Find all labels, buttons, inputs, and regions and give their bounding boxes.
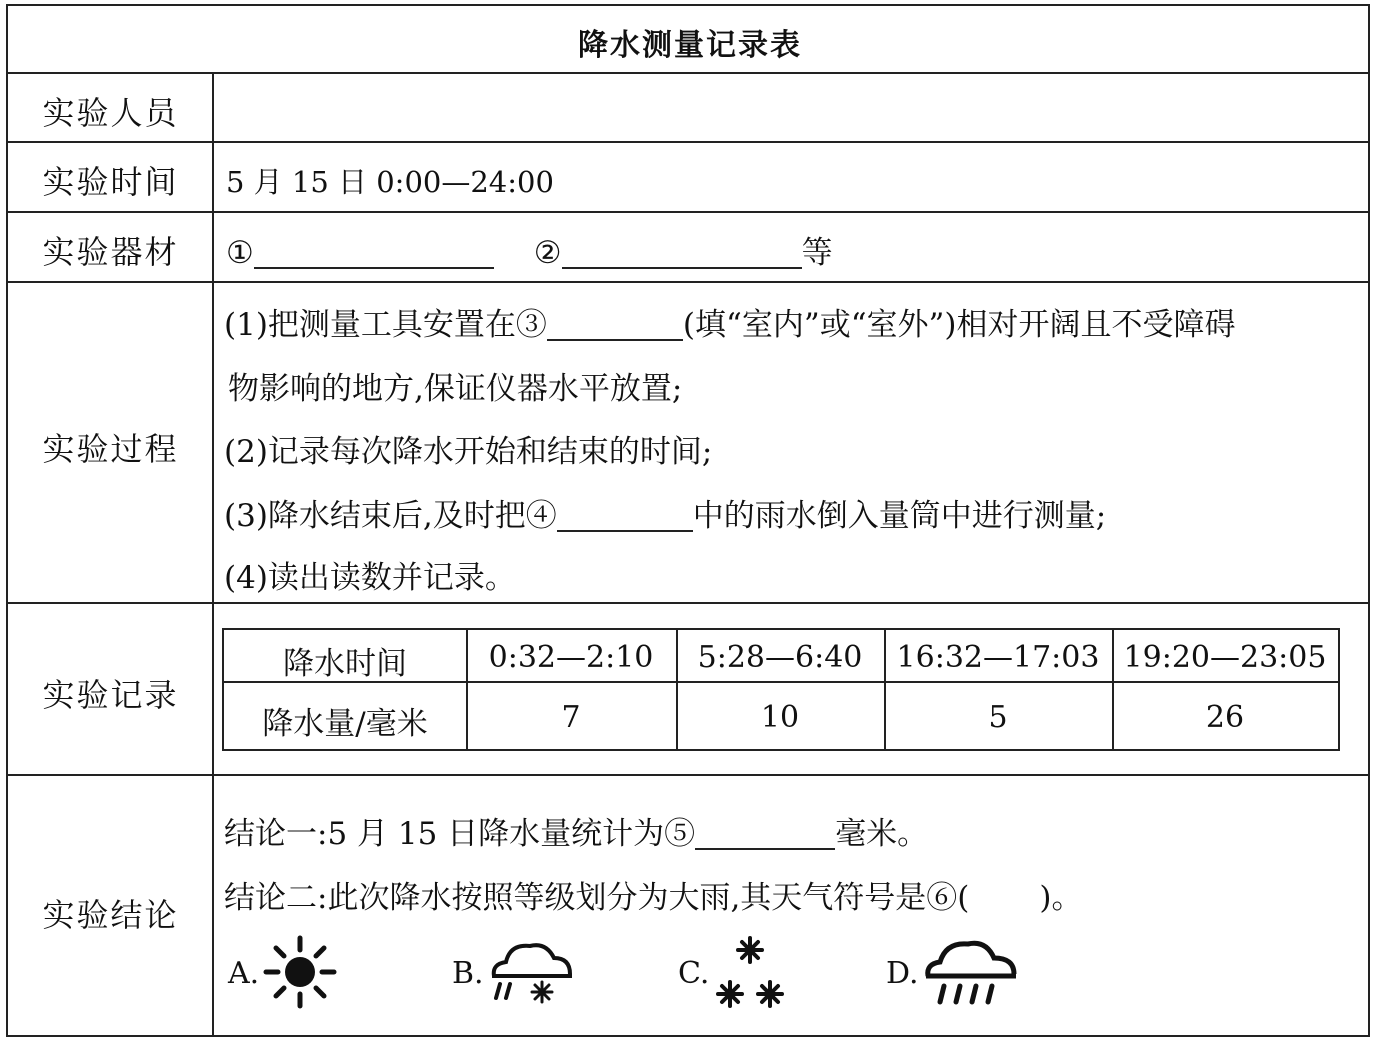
snow-icon bbox=[710, 932, 790, 1012]
conclusion1-prefix: 结论一:5 月 15 日降水量统计为⑤ bbox=[224, 816, 696, 852]
process-step3 bbox=[224, 490, 1106, 535]
label-equipment: 实验器材 bbox=[42, 233, 179, 271]
conclusion-2 bbox=[224, 872, 1083, 917]
value-time: 5 月 15 日 0:00—24:00 bbox=[226, 165, 554, 199]
process-step1-cont: 物影响的地方,保证仪器水平放置; bbox=[228, 371, 683, 407]
option-c-letter[interactable]: C. bbox=[678, 956, 710, 991]
label-conclusion: 实验结论 bbox=[42, 896, 179, 934]
equipment-suffix: 等 bbox=[801, 235, 833, 271]
sun-icon bbox=[262, 934, 338, 1010]
conclusion1-suffix: 毫米。 bbox=[835, 816, 929, 852]
amount-cell: 5 bbox=[988, 700, 1008, 735]
amount-cell: 7 bbox=[561, 700, 581, 735]
sleet-icon bbox=[486, 936, 576, 1008]
amount-cell: 10 bbox=[760, 700, 800, 735]
process-step4: (4)读出读数并记录。 bbox=[224, 560, 516, 596]
label-process: 实验过程 bbox=[42, 430, 179, 468]
step3-suffix: 中的雨水倒入量筒中进行测量; bbox=[692, 498, 1107, 534]
conclusion-1 bbox=[224, 808, 928, 853]
step1-prefix: (1)把测量工具安置在③ bbox=[224, 307, 547, 343]
conclusion2-prefix: 结论二:此次降水按照等级划分为大雨,其天气符号是⑥( bbox=[224, 880, 970, 916]
label-time: 实验时间 bbox=[42, 163, 179, 201]
conclusion2-suffix: )。 bbox=[1039, 880, 1083, 916]
label-personnel: 实验人员 bbox=[42, 94, 179, 132]
heavy-rain-icon bbox=[920, 934, 1020, 1008]
time-cell: 0:32—2:10 bbox=[488, 640, 654, 675]
step1-suffix: (填“室内”或“室外”)相对开阔且不受障碍 bbox=[682, 307, 1236, 343]
blank-equipment-2[interactable] bbox=[562, 237, 802, 269]
blank-location[interactable] bbox=[547, 309, 683, 341]
amount-cell: 26 bbox=[1205, 700, 1245, 735]
header-time: 降水时间 bbox=[283, 646, 407, 682]
equipment-marker-1: ① bbox=[226, 235, 254, 271]
table-title: 降水测量记录表 bbox=[578, 28, 802, 63]
process-step1 bbox=[224, 299, 1236, 344]
blank-container[interactable] bbox=[557, 500, 693, 532]
equipment-marker-2: ② bbox=[533, 235, 562, 271]
header-amount: 降水量/毫米 bbox=[262, 706, 428, 742]
label-record: 实验记录 bbox=[42, 676, 179, 714]
record-table bbox=[6, 4, 1370, 1037]
blank-total[interactable] bbox=[695, 818, 835, 850]
option-d-letter[interactable]: D. bbox=[886, 956, 919, 991]
step3-prefix: (3)降水结束后,及时把④ bbox=[224, 498, 557, 534]
option-b-letter[interactable]: B. bbox=[452, 956, 484, 991]
time-cell: 16:32—17:03 bbox=[896, 640, 1100, 675]
process-step2: (2)记录每次降水开始和结束的时间; bbox=[224, 434, 713, 470]
rainfall-record-table bbox=[222, 628, 1340, 751]
time-cell: 5:28—6:40 bbox=[697, 640, 863, 675]
equipment-line bbox=[226, 227, 833, 272]
option-a-letter[interactable]: A. bbox=[228, 956, 260, 991]
blank-equipment-1[interactable] bbox=[254, 237, 494, 269]
time-cell: 19:20—23:05 bbox=[1123, 640, 1327, 675]
